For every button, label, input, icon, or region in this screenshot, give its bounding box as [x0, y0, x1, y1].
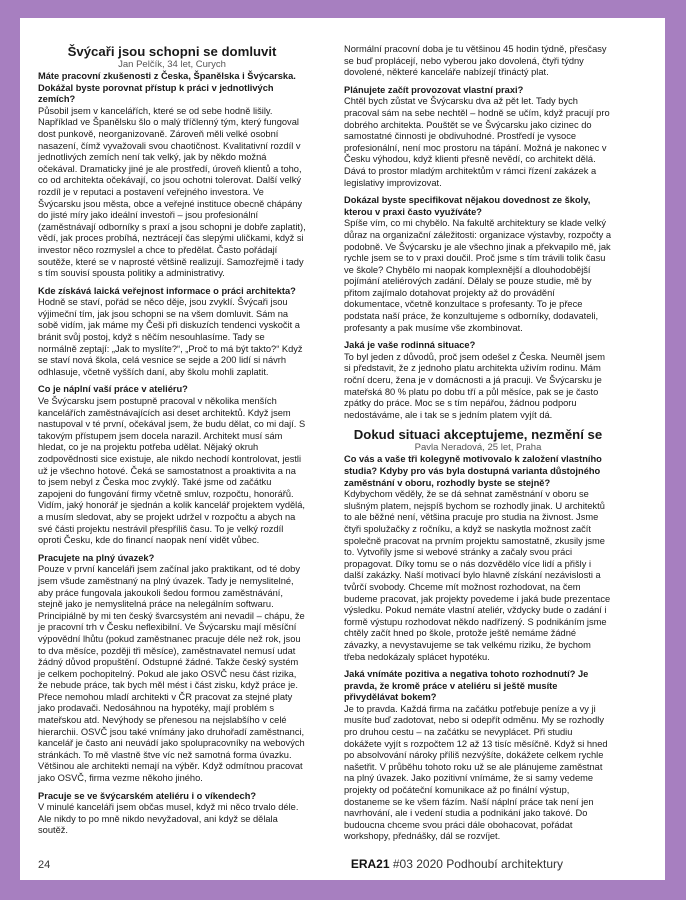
magazine-page — [20, 18, 665, 880]
left-column — [38, 44, 306, 837]
question: Kde získává laická veřejnost informace o práci architekta? — [38, 285, 296, 296]
question: Pracuje se ve švýcarském ateliéru i o víkendech? — [38, 790, 257, 801]
question: Dokázal byste specifikovat nějakou dovednost ze školy, kterou v praxi často využíváte? — [344, 195, 591, 217]
answer: Pouze v první kanceláři jsem začínal jako praktikant, od té doby jsem všude zaměstnaný na plný úvazek. Tady je nemyslitelné, aby práce fungovala jakoukoli šedou formou zaměstnávání, stejně jako je nemyslitelná práce na nelegálním softwaru. Principiálně by mi ten český švarcsystém ani nevadil – chápu, že je pracovní trh v Česku neflexibilní. Ve Švýcarsku mají měsíční výpovědní lhůtu (pokud zaměstnanec pracuje déle než rok, jsou to dva měsíce, později tři měsíce), zaměstnavatel nemusí udat žádný důvod propuštění. Odstupné žádné. Takže český systém je celkem pochopitelný. Pokud ale jako OSVČ nesu část rizika, že nebude práce, tak bych měl mést i část zisku, když práce je. Přece nemohou mladí architekti v ČR pracovat za stejné platy jako prodavači. Nedosáhnou na hypotéky, mají problém s mateřskou atd. Nevýhody se přenesou na nejslabšího v celé hierarchii. OSVČ jsou také vnímány jako druhořadí zaměstnanci, kancelář je často ani neuvádí jako spolupracovníky na webových stránkách. To mě vlastně štve víc než samotná forma úvazku. Většinou ale architekti nemají na výběr. Když odmítnou pracovat jako OSVČ, firma vezme někoho jiného. — [38, 564, 305, 784]
question: Pracujete na plný úvazek? — [38, 552, 155, 563]
answer: Chtěl bych zůstat ve Švýcarsku dva až pět let. Tady bych pracoval sám na sebe nechtěl – hodně se učím, když pracují pro dobrého architekta. Pouštět se ve Švýcarsku jako cizinec do samostatné činnosti je obdivuhodné. Prostředí je vysoce profesionální, není moc prostoru na tápání. Možná je nakonec v Česku výhodou, když klienti přesně nevědí, co architekt dělá. Dává to prostor mladým architektům v rámci řízení zakázek a legislativy improvizovat. — [344, 96, 610, 188]
answer: Ve Švýcarsku jsem postupně pracoval v několika menších kancelářích zaměstnávajících asi deset architektů. Když jsem nastupoval v té první, očekával jsem, že budu dělat, co mi dají. S takovým přístupem jsem docela narazil. Architekt musí sám hledat, co je na projektu potřeba udělat. Nějaký okruh zodpovědnosti sice existuje, ale nikdo nechodí kontrolovat, jestli už je všechno hotové. Čeká se samostatnost a proaktivita a na to jsem nebyl z Česka moc zvyklý. Také jsme od začátku zapojeni do fungování firmy včetně smluv, rozpočtu, honorářů. Vidím, jaký honorář je sjednán a kolik kancelář projektem vydělá, a musím sledovat, aby se projekt udržel v rozpočtu a abych na své části projektu nestrávil přespříliš času. To je velký rozdíl oproti Česku, kde do financí naopak není vidět vůbec. — [38, 396, 306, 546]
article-title: Švýcaři jsou schopni se domluvit — [67, 44, 277, 59]
answer: To byl jeden z důvodů, proč jsem odešel z Česka. Neuměl jsem si představit, že z jednoho platu architekta uživím rodinu. Mám roční dceru, žena je v domácnosti a já pracuji. Ve Švýcarsku je mateřská 80 % platu po dobu tří a půl měsíce, pak se je často zpátky do práce. Moc se s tím nepářou, žádnou podporu nedostáváme, ale i tak se s jedním platem vyjít dá. — [344, 351, 605, 420]
question: Plánujete začít provozovat vlastní praxi? — [344, 84, 524, 95]
question: Jaká je vaše rodinná situace? — [344, 340, 476, 351]
magazine-brand: ERA21 — [350, 857, 390, 871]
article-byline: Pavla Neradová, 25 let, Praha — [414, 442, 542, 454]
answer: Působil jsem v kancelářích, které se od sebe hodně lišily. Například ve Španělsku šlo o malý tříčlenný tým, který fungoval dost punkově, neorganizovaně. Zároveň měli velké osobní nasazení, čímž vyvažovali svou chaotičnost. Kvalitativní rozdíl v jednotlivých zemích není tak velký, jak by někdo možná očekával. Dramaticky jiné je ale prostředí, úroveň klientů a toho, co od architekta očekávají, co jsou ochotni tolerovat. Další velký rozdíl je v reputaci a postavení veřejného investora. Ve Švýcarsku jsou města, obce a veřejné instituce obecně chápány do jisté míry jako ideální investoři – jsou profesionální (zaměstnávají odborníky s praxí a jsou schopni je dobře zaplatit), vědí, jak proces probíhá, neztrácejí čas slepými uličkami, když si investor něco rozmyslel a chce to předělat. Často pořádají soutěže, které se v naprosté většině realizují. Samozřejmě i tady s tím souvisí spousta politiky a administrativy. — [38, 105, 306, 279]
answer: V minulé kanceláři jsem občas musel, když mi něco trvalo déle. Ale nikdy to po mně nikdo nevyžadoval, ani když se dělala soutěž. — [38, 802, 299, 836]
second-article — [344, 427, 612, 843]
answer: Je to pravda. Každá firma na začátku potřebuje peníze a vy ji musíte buď zadotovat, nebo si odepřít odměnu. My se rozhodly pro druhou cestu – na začátku se nevyplácet. Při studiu dokážete vyjít s rozpočtem 12 až 13 tisíc měsíčně. Když si hned po absolvování nároky příliš nezvýšíte, dokážete celkem rychle našetřit. V průběhu tohoto roku už se ale plánujeme zaměstnat na plný úvazek. Jako pozitivní vnímáme, že si samy vedeme projekty od počáteční komunikace až po finální výstup, dostaneme se ke všem fázím. Naší náplní práce tak není jen navrhování, ale i vedení studia a podnikání jako takové. Do budoucna chceme svou práci dále obohacovat, pořádat workshopy, přednášky, dál se rozvíjet. — [344, 703, 608, 842]
question: Co je náplní vaší práce v ateliéru? — [38, 384, 188, 395]
answer: Spíše vím, co mi chybělo. Na fakultě architektury se klade velký důraz na organizační záležitosti: organizace výstavby, rozpočty a podobně. Ve Švýcarsku je ale všechno jinak a překvapilo mě, jak rychle jsem se to v praxi doučil. Proč jsme s tím trávili tolik času ve škole? Chybělo mi naopak komplexnější a dlouhodobější pojímání ateliérových zadání. Dělaly se pouze studie, mě by přitom zajímalo dotahovat projekty až do provádění dokumentace, včetně konzultace s profesanty. To je přece podstata naší práce, že konzultujeme s odborníky, dodavateli, profesanty a pak musíme vše zkombinovat. — [344, 218, 611, 333]
page-number: 24 — [38, 859, 51, 871]
answer: Normální pracovní doba je tu většinou 45 hodin týdně, přesčasy se buď proplácejí, nebo vyberou jako dovolená, čtyři týdny dovolené, některé kanceláře nabízejí třináctý plat. — [344, 44, 607, 78]
answer: Hodně se staví, pořád se něco děje, jsou zvyklí. Švýcaři jsou výjimeční tím, jak jsou schopni se na všem domluvit. Sám na sobě vidím, jak máme my Češi při diskuzích tendenci vyskočit a bránit svůj postoj, když s něčím nesouhlasíme. Tady se normálně zeptají: „Jak to myslíte?“, „Proč to má být takto?“ Když se staví nová škola, celá vesnice se sejde a 200 lidí si návrh odhlasuje, včetně vyšších daní, aby školu mohli zaplatit. — [38, 297, 303, 377]
question: Co vás a vaše tři kolegyně motivovalo k založení vlastního studia? Kdyby pro vás byla dostupná varianta důstojného zaměstnání v oboru, rozhodly byste se stejně? — [344, 454, 602, 488]
magazine-issue: #03 2020 Podhoubí architektury — [392, 857, 563, 871]
question: Jaká vnímáte pozitiva a negativa tohoto rozhodnutí? Je pravda, že kromě práce v ateliéru si ještě musíte přivydělávat bokem? — [344, 669, 589, 703]
right-column — [344, 44, 612, 843]
magazine-footer — [351, 857, 563, 871]
article-byline: Jan Pelčík, 34 let, Curych — [118, 59, 226, 70]
question: Máte pracovní zkušenosti z Česka, Španělska i Švýcarska. Dokážal byste porovnat přístup k práci v jednotlivých zemích? — [38, 71, 296, 105]
answer: Kdybychom věděly, že se dá sehnat zaměstnání v oboru se slušným platem, nejspíš bychom se rozhodly jinak. U architektů to ale běžné není, většina pracuje pro studia na živnost. Jsme čtyři spolužačky z ročníku, a když se naskytla možnost začít společně pracovat na prvním projektu samostatně, zkusily jsme to. Vytvořily jsme si webové stránky a začaly svou práci propagovat. Díky tomu se o nás dozvědělo více lidí a přišly i další zakázky. Naší motivací bylo hlavně získání nezávislosti a tvůrčí svobody. Chceme mít možnost rozhodovat, na čem budeme pracovat, jak projekty povedeme i jaká bude prezentace výsledku. Pokud nemáte vlastní ateliér, vždycky bude o zadání i formě výstupu rozhodovat někdo nadřízený. S podnikáním jsme chtěly začít hned po škole, protože ještě nemáme žádné závazky, a nevystavujeme se tak velkému riziku, že bychom třeba nedokázaly splácet hypotéku. — [344, 489, 611, 662]
article-title: Dokud situaci akceptujeme, nezmění se — [353, 427, 603, 443]
